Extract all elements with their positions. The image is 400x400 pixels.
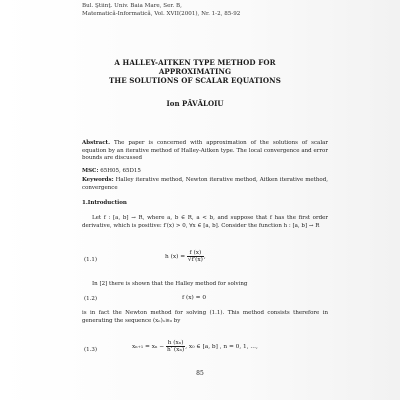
intro-paragraph-3: is in fact the Newton method for solving (1.1). This method consists therefore in generating the sequence (xₙ)ₙ≥₀ by [82,310,328,324]
keywords-text: Halley iterative method, Newton iterative method, Aitken iterative method, convergence [82,177,328,191]
equation-1-1-denominator: √f′(x) [187,257,203,263]
equation-1-1-numerator: f (x) [187,250,204,257]
paper-title-line3: THE SOLUTIONS OF SCALAR EQUATIONS [109,76,281,85]
equation-1-3-fraction [166,340,185,353]
keywords-label: Keywords: [82,177,114,183]
journal-header-line2: Matematică-Informatică, Vol. XVII(2001), Nr. 1-2, 85-92 [82,11,241,17]
equation-1-3-denominator: h′ (xₙ) [167,347,185,353]
equation-number-1-3: (1.3) [84,347,98,353]
msc-text: 65H05, 65D15 [98,168,141,174]
intro-paragraph-1: Let f : [a, b] → R, where a, b ∈ R, a < b, and suppose that f has the first order derivative, which is positive: f′(x) > 0, ∀x ∈ [a, b]. Consider the function h : [a, b] → R [82,215,328,229]
paper-title-line1: A HALLEY-AITKEN TYPE METHOD FOR [114,58,276,67]
abstract [82,140,328,163]
intro-paragraph-2: In [2] there is shown that the Halley method for solving [92,281,248,287]
section-title: 1.Introduction [82,200,127,206]
abstract-label: Abstract. [82,140,111,146]
equation-1-3-tail: , x₀ ∈ [a, b] , n = 0, 1, ..., [185,344,258,350]
equation-1-3-lhs: xₙ₊₁ = xₙ − [132,344,165,350]
journal-header-line1: Bul. Ştiinţ. Univ. Baia Mare, Ser. B, [82,3,182,9]
equation-1-1-lhs: h (x) = [165,254,186,260]
equation-1-2: f (x) = 0 [182,295,207,301]
equation-number-1-2: (1.2) [84,296,98,302]
equation-1-1 [165,250,206,263]
equation-1-1-fraction [187,250,204,263]
msc [82,168,328,176]
author-name: Ion PĂVĂLOIU [166,99,224,108]
equation-1-1-tail: , [203,254,206,260]
equation-1-3 [132,340,258,353]
keywords [82,177,328,192]
paper-title-line2: APPROXIMATING [158,67,232,76]
abstract-text: The paper is concerned with approximation of the solutions of scalar equation by an iterative method of Halley-Aitken type. The local convergence and error bounds are discussed [82,140,328,162]
equation-number-1-1: (1.1) [84,257,98,263]
equation-1-3-numerator: h (xₙ) [167,340,184,346]
page-number: 85 [196,370,204,377]
msc-label: MSC: [82,168,99,174]
